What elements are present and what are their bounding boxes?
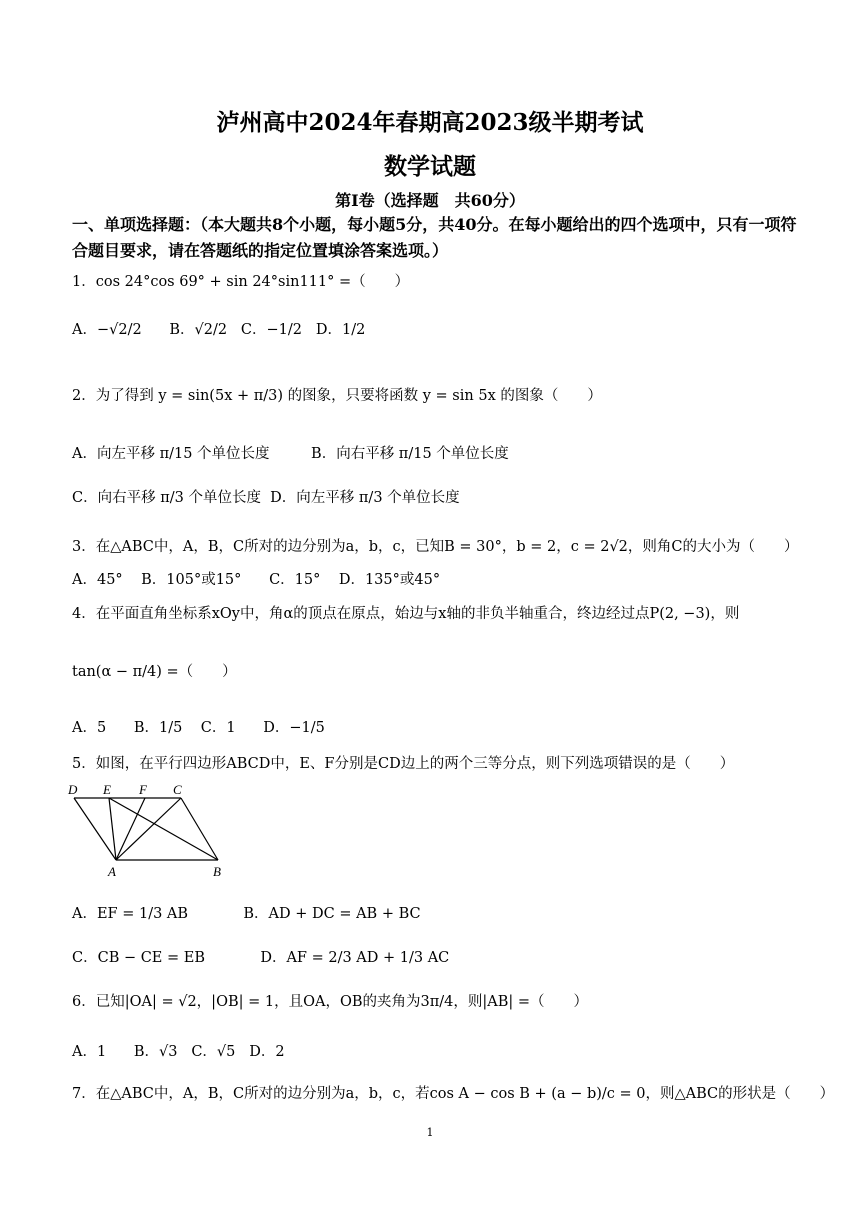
page-number: 1 <box>426 1126 434 1139</box>
parallelogram-figure <box>66 782 236 882</box>
q2-option-b: B．向右平移 π/15 个单位长度 <box>311 446 509 462</box>
q2-option-a: A．向左平移 π/15 个单位长度 <box>72 446 270 462</box>
q5-option-a: A．EF = 1/3 AB <box>72 906 189 922</box>
q6-option-a: A．1 <box>72 1044 107 1060</box>
q4-option-b: B．1/5 <box>133 720 183 736</box>
q1-option-c: C．−1/2 <box>240 322 303 338</box>
q3-option-b: B．105°或15° <box>141 572 242 588</box>
q4-option-a: A．5 <box>72 720 107 736</box>
q1-option-b: B．√2/2 <box>169 322 228 338</box>
q6-option-b: B．√3 <box>133 1044 178 1060</box>
question-1-options <box>72 318 365 339</box>
q3-option-a: A．45° <box>72 572 123 588</box>
question-6-stem: 6．已知|OA| = √2，|OB| = 1，且OA，OB的夹角为3π/4，则|AB| =（ ） <box>72 994 589 1010</box>
question-7-stem: 7．在△ABC中，A，B，C所对的边分别为a，b，c，若cos A − cos B + (a − b)/c = 0，则△ABC的形状是（ ） <box>72 1086 835 1102</box>
question-4-options <box>72 716 325 737</box>
q1-option-d: D．1/2 <box>315 322 366 338</box>
section-heading: 一、单项选择题：（本大题共8个小题，每小题5分，共40分。在每小题给出的四个选项中，只有一项符合题目要求，请在答题纸的指定位置填涂答案选项。） <box>72 215 797 260</box>
question-3-options <box>72 568 440 589</box>
question-3-stem: 3．在△ABC中，A，B，C所对的边分别为a，b，c，已知B = 30°，b = 2，c = 2√2，则角C的大小为（ ） <box>72 539 799 555</box>
question-2-options-row2 <box>72 486 460 507</box>
question-2-options-row1 <box>72 442 509 463</box>
q2-option-c: C．向右平移 π/3 个单位长度 <box>72 490 261 506</box>
q3-option-d: D．135°或45° <box>338 572 441 588</box>
q5-option-d: D．AF = 2/3 AD + 1/3 AC <box>260 950 450 966</box>
figure-label-d: D <box>68 782 78 797</box>
q5-option-c: C．CB − CE = EB <box>72 950 205 966</box>
figure-label-b: B <box>213 864 221 879</box>
q6-option-d: D．2 <box>249 1044 285 1060</box>
figure-label-c: C <box>173 782 182 797</box>
figure-label-e: E <box>103 782 111 797</box>
figure-label-f: F <box>139 782 147 797</box>
exam-title: 泸州高中2024年春期高2023级半期考试 <box>216 109 644 136</box>
figure-label-a: A <box>108 864 116 879</box>
q3-option-c: C．15° <box>269 572 321 588</box>
question-4-stem: 4．在平面直角坐标系xOy中，角α的顶点在原点，始边与x轴的非负半轴重合，终边经过点P(2, −3)，则 <box>72 606 740 622</box>
q1-option-a: A．−√2/2 <box>72 322 142 338</box>
q2-option-d: D．向左平移 π/3 个单位长度 <box>270 490 460 506</box>
exam-subtitle: 数学试题 <box>384 153 476 180</box>
q4-option-d: D．−1/5 <box>263 720 325 736</box>
part-heading: 第Ⅰ卷（选择题 共60分） <box>335 191 525 210</box>
question-1-stem: 1．cos 24°cos 69° + sin 24°sin111° =（ ） <box>72 274 410 290</box>
question-5-options-row2 <box>72 946 449 967</box>
q4-option-c: C．1 <box>200 720 236 736</box>
question-6-options <box>72 1040 285 1061</box>
question-2-stem: 2．为了得到 y = sin(5x + π/3) 的图象，只要将函数 y = sin 5x 的图象（ ） <box>72 388 602 404</box>
question-4-stem-continued: tan(α − π/4) =（ ） <box>72 664 237 680</box>
question-5-options-row1 <box>72 902 421 923</box>
q6-option-c: C．√5 <box>191 1044 236 1060</box>
question-5-stem: 5．如图，在平行四边形ABCD中，E、F分别是CD边上的两个三等分点，则下列选项错误的是（ ） <box>72 756 735 772</box>
q5-option-b: B．AD + DC = AB + BC <box>243 906 421 922</box>
